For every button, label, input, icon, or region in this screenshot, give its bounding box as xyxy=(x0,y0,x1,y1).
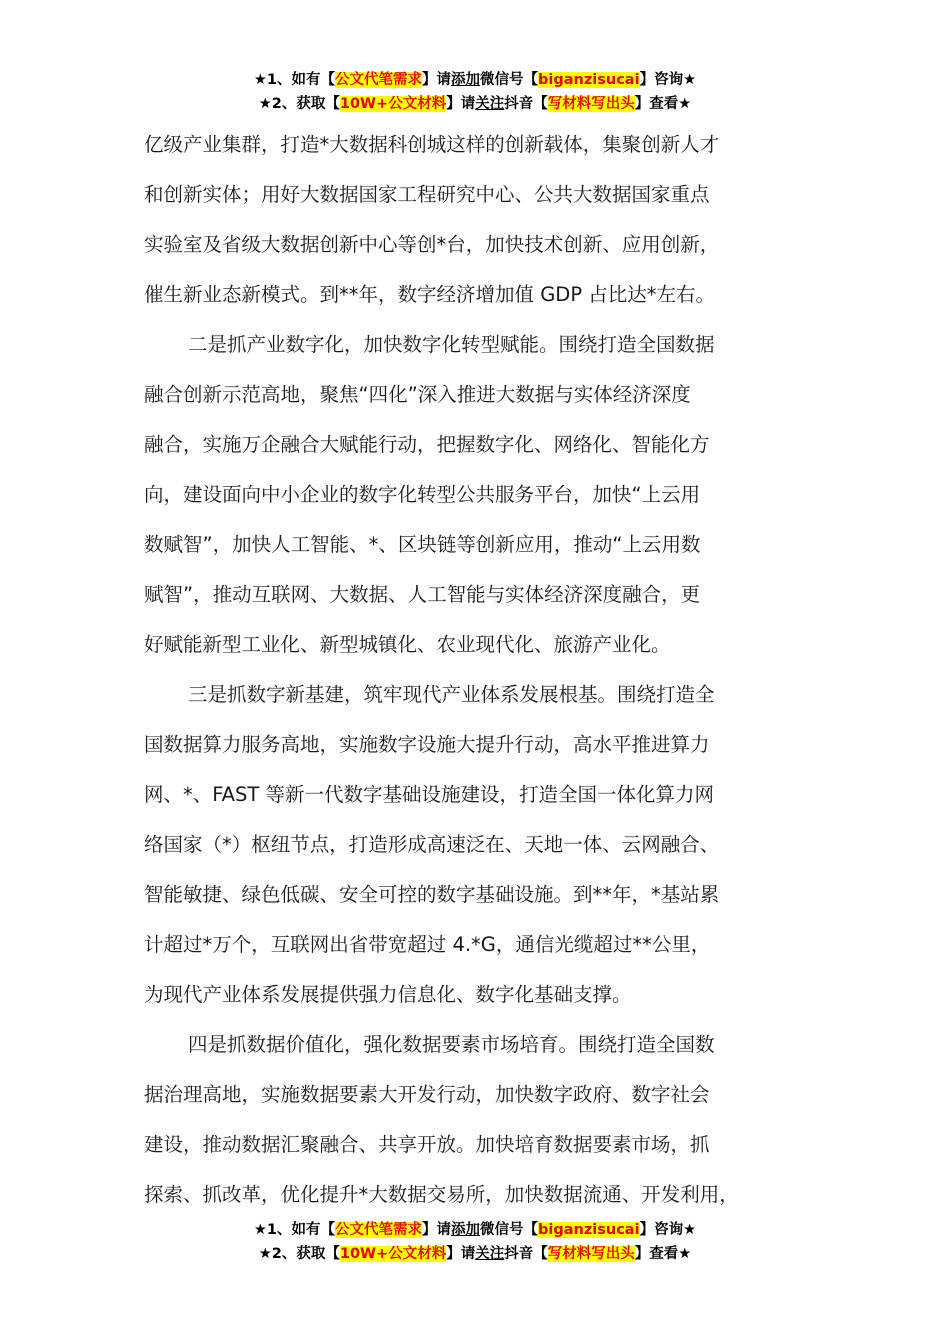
banner-line-2-text-2: 抖音【 xyxy=(504,96,548,112)
footer-wechat-id: biganzisucai xyxy=(538,1222,640,1238)
banner-line-2-prefix: ★2、获取【 xyxy=(258,96,340,112)
body-line: 向，建设面向中小企业的数字化转型公共服务平台，加快“上云用 xyxy=(144,483,701,506)
body-line: 为现代产业体系发展提供强力信息化、数字化基础支撑。 xyxy=(144,983,632,1006)
banner-highlight-service: 公文代笔需求 xyxy=(335,72,423,88)
body-line: 实验室及省级大数据创新中心等创*台，加快技术创新、应用创新， xyxy=(144,233,720,256)
footer-line-2-prefix: ★2、获取【 xyxy=(258,1246,340,1262)
body-line: 络国家（*）枢纽节点，打造形成高速泛在、天地一体、云网融合、 xyxy=(144,833,720,856)
footer-line-1-text: 】请 xyxy=(422,1222,452,1238)
body-line: 好赋能新型工业化、新型城镇化、农业现代化、旅游产业化。 xyxy=(144,633,671,656)
paragraph-4-start: 四是抓数据价值化，强化数据要素市场培育。围绕打造全国数 xyxy=(188,1033,715,1056)
body-line: 国数据算力服务高地，实施数字设施大提升行动，高水平推进算力 xyxy=(144,733,710,756)
body-line: 融合，实施万企融合大赋能行动，把握数字化、网络化、智能化方 xyxy=(144,433,710,456)
banner-line-2-suffix: 】查看★ xyxy=(634,96,692,112)
footer-line-1-suffix: 】咨询★ xyxy=(639,1222,697,1238)
body-line: 建设，推动数据汇聚融合、共享开放。加快培育数据要素市场，抓 xyxy=(144,1133,710,1156)
banner-wechat-id: biganzisucai xyxy=(538,72,640,88)
body-line: 智能敏捷、绿色低碳、安全可控的数字基础设施。到**年，*基站累 xyxy=(144,883,720,906)
banner-line-2-text: 】请 xyxy=(446,96,476,112)
body-line: 数赋智”，加快人工智能、*、区块链等创新应用，推动“上云用数 xyxy=(144,533,701,556)
body-line: 探索、抓改革，优化提升*大数据交易所，加快数据流通、开发利用， xyxy=(144,1183,739,1206)
body-line: 亿级产业集群，打造*大数据科创城这样的创新载体，集聚创新人才 xyxy=(144,133,720,156)
footer-underline-follow: 关注 xyxy=(475,1246,505,1262)
footer-banner xyxy=(0,1218,950,1266)
footer-highlight-service: 公文代笔需求 xyxy=(335,1222,423,1238)
banner-highlight-materials: 10W+公文材料 xyxy=(339,96,447,112)
footer-line-1-prefix: ★1、如有【 xyxy=(253,1222,336,1238)
body-line: 融合创新示范高地，聚焦“四化”深入推进大数据与实体经济深度 xyxy=(144,383,691,406)
footer-line-1-text-2: 微信号【 xyxy=(480,1222,539,1238)
body-line: 计超过*万个，互联网出省带宽超过 4.*G，通信光缆超过**公里， xyxy=(144,933,711,956)
footer-douyin-id: 写材料写出头 xyxy=(547,1246,635,1262)
body-line: 催生新业态新模式。到**年，数字经济增加值 GDP 占比达*左右。 xyxy=(144,283,716,306)
paragraph-3-start: 三是抓数字新基建，筑牢现代产业体系发展根基。围绕打造全 xyxy=(188,683,715,706)
banner-line-1-text: 】请 xyxy=(422,72,452,88)
banner-douyin-id: 写材料写出头 xyxy=(547,96,635,112)
footer-line-2-text-2: 抖音【 xyxy=(504,1246,548,1262)
banner-line-1-prefix: ★1、如有【 xyxy=(253,72,336,88)
body-line: 据治理高地，实施数据要素大开发行动，加快数字政府、数字社会 xyxy=(144,1083,710,1106)
body-line: 赋智”，推动互联网、大数据、人工智能与实体经济深度融合，更 xyxy=(144,583,701,606)
footer-line-2-suffix: 】查看★ xyxy=(634,1246,692,1262)
banner-line-1 xyxy=(0,68,950,92)
banner-underline-follow: 关注 xyxy=(475,96,505,112)
banner-line-2 xyxy=(0,92,950,116)
body-line: 网、*、FAST 等新一代数字基础设施建设，打造全国一体化算力网 xyxy=(144,783,715,806)
banner-line-1-text-2: 微信号【 xyxy=(480,72,539,88)
paragraph-2-start: 二是抓产业数字化，加快数字化转型赋能。围绕打造全国数据 xyxy=(188,333,715,356)
banner-underline-add: 添加 xyxy=(451,72,481,88)
footer-banner-line-2 xyxy=(0,1242,950,1266)
header-banner xyxy=(0,68,950,116)
footer-underline-add: 添加 xyxy=(451,1222,481,1238)
document-body xyxy=(144,120,814,1220)
body-line: 和创新实体；用好大数据国家工程研究中心、公共大数据国家重点 xyxy=(144,183,710,206)
footer-line-2-text: 】请 xyxy=(446,1246,476,1262)
banner-line-1-suffix: 】咨询★ xyxy=(639,72,697,88)
footer-banner-line-1 xyxy=(0,1218,950,1242)
footer-highlight-materials: 10W+公文材料 xyxy=(339,1246,447,1262)
